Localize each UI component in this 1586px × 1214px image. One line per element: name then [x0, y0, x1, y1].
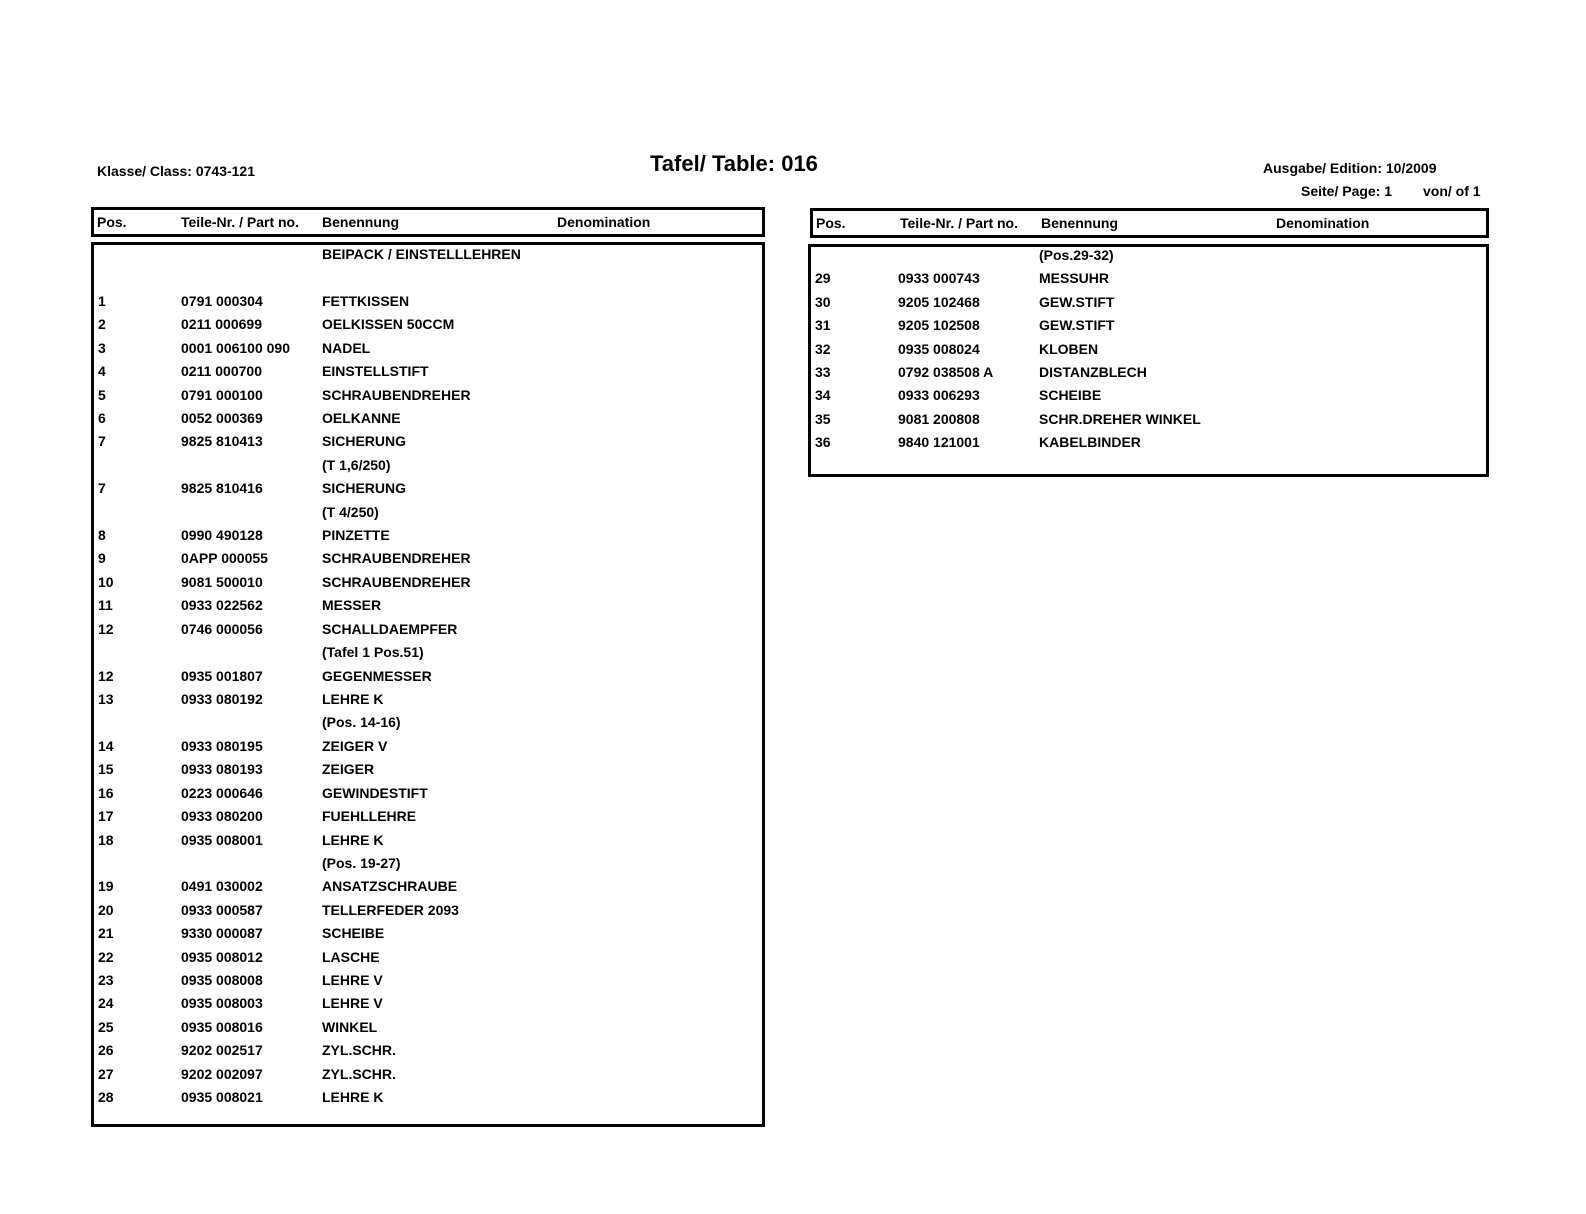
cell-part-no: 0935 008012 — [181, 948, 263, 965]
table-row — [94, 738, 762, 761]
cell-part-no: 0APP 000055 — [181, 550, 268, 567]
cell-benennung: KLOBEN — [1039, 340, 1099, 357]
cell-pos: 6 — [98, 409, 106, 426]
page-label: Seite/ Page: 1 — [1301, 183, 1393, 199]
table-row — [94, 433, 762, 456]
cell-part-no: 0211 000700 — [181, 363, 262, 380]
cell-part-no: 9205 102508 — [898, 317, 980, 334]
cell-benennung: FETTKISSEN — [322, 292, 410, 309]
cell-part-no: 0933 000743 — [898, 270, 980, 287]
table-row — [94, 1042, 762, 1065]
cell-part-no: 0935 008008 — [181, 972, 263, 989]
cell-part-no: 0935 001807 — [181, 667, 263, 684]
cell-part-no: 0935 008024 — [898, 340, 980, 357]
left-table-body — [91, 242, 765, 1127]
table-row — [94, 668, 762, 691]
cell-pos: 16 — [98, 784, 114, 801]
cell-pos: 24 — [98, 995, 114, 1012]
table-row — [94, 480, 762, 503]
cell-pos: 32 — [815, 340, 831, 357]
table-row — [94, 949, 762, 972]
cell-part-no: 0792 038508 A — [898, 364, 994, 380]
cell-benennung: KABELBINDER — [1039, 434, 1141, 451]
cell-pos: 15 — [98, 761, 114, 778]
cell-part-no: 0933 000587 — [181, 901, 263, 918]
cell-part-no: 9081 200808 — [898, 410, 980, 427]
table-row — [94, 925, 762, 948]
table-row — [94, 504, 762, 527]
cell-benennung: (Tafel 1 Pos.51) — [322, 644, 424, 661]
cell-part-no: 0791 000100 — [181, 386, 263, 403]
table-row — [94, 621, 762, 644]
header-pos: Pos. — [816, 215, 846, 231]
cell-part-no: 0746 000056 — [181, 620, 263, 637]
cell-pos: 8 — [98, 527, 106, 544]
cell-part-no: 0935 008003 — [181, 995, 263, 1012]
cell-pos: 21 — [98, 925, 114, 942]
header-part-no: Teile-Nr. / Part no. — [181, 214, 299, 230]
cell-pos: 35 — [815, 410, 831, 427]
table-row — [811, 317, 1486, 340]
table-row — [94, 550, 762, 573]
cell-part-no: 0990 490128 — [181, 527, 263, 544]
header-pos: Pos. — [97, 214, 127, 230]
cell-part-no: 0935 008021 — [181, 1089, 263, 1106]
cell-part-no: 0935 008001 — [181, 831, 263, 848]
left-table-header — [91, 207, 765, 237]
cell-benennung: LEHRE K — [322, 831, 384, 848]
table-row — [94, 855, 762, 878]
cell-benennung: SICHERUNG — [322, 480, 407, 497]
class-label: Klasse/ Class: 0743-121 — [97, 163, 255, 179]
cell-pos: 20 — [98, 901, 114, 918]
cell-pos: 26 — [98, 1042, 114, 1059]
cell-pos: 12 — [98, 620, 114, 637]
cell-part-no: 9202 002097 — [181, 1065, 263, 1082]
cell-benennung: ZEIGER — [322, 761, 375, 778]
cell-benennung: EINSTELLSTIFT — [322, 363, 429, 380]
cell-part-no: 0001 006100 090 — [181, 339, 290, 356]
table-row — [94, 340, 762, 363]
cell-part-no: 0933 022562 — [181, 597, 263, 614]
cell-pos: 2 — [98, 316, 106, 333]
cell-pos: 13 — [98, 690, 114, 707]
cell-part-no: 0052 000369 — [181, 409, 263, 426]
table-row — [94, 832, 762, 855]
cell-pos: 22 — [98, 948, 114, 965]
table-row — [811, 411, 1486, 434]
table-row — [94, 808, 762, 831]
cell-pos: 30 — [815, 293, 831, 310]
cell-pos: 19 — [98, 878, 114, 895]
cell-pos: 11 — [98, 597, 113, 614]
cell-benennung: ANSATZSCHRAUBE — [322, 878, 458, 895]
table-row — [94, 902, 762, 925]
table-row — [811, 434, 1486, 457]
cell-benennung: SCHRAUBENDREHER — [322, 550, 471, 567]
cell-pos: 12 — [98, 667, 114, 684]
cell-pos: 7 — [98, 480, 106, 497]
cell-pos: 17 — [98, 808, 114, 825]
table-row — [94, 691, 762, 714]
cell-pos: 23 — [98, 972, 114, 989]
table-row — [811, 341, 1486, 364]
table-row — [94, 574, 762, 597]
cell-benennung: SCHR.DREHER WINKEL — [1039, 410, 1201, 427]
cell-part-no: 0491 030002 — [181, 878, 263, 895]
cell-part-no: 0933 080200 — [181, 808, 263, 825]
header-denomination: Denomination — [557, 214, 651, 230]
edition-label: Ausgabe/ Edition: 10/2009 — [1263, 160, 1437, 176]
cell-benennung: BEIPACK / EINSTELLLEHREN — [322, 246, 521, 262]
cell-pos: 33 — [815, 364, 831, 380]
cell-part-no: 0933 080193 — [181, 761, 263, 778]
cell-pos: 10 — [98, 573, 114, 590]
cell-benennung: TELLERFEDER 2093 — [322, 901, 459, 918]
cell-benennung: GEWINDESTIFT — [322, 784, 428, 801]
cell-pos: 18 — [98, 831, 114, 848]
cell-benennung: LEHRE K — [322, 1089, 384, 1106]
table-row — [94, 1089, 762, 1112]
cell-part-no: 0223 000646 — [181, 784, 263, 801]
cell-benennung: MESSER — [322, 597, 382, 614]
cell-part-no: 0933 080195 — [181, 737, 263, 754]
table-row — [94, 387, 762, 410]
right-table-body — [808, 244, 1489, 477]
cell-benennung: GEW.STIFT — [1039, 317, 1115, 334]
table-row — [811, 270, 1486, 293]
cell-benennung: FUEHLLEHRE — [322, 808, 417, 825]
cell-pos: 9 — [98, 550, 106, 567]
cell-benennung: MESSUHR — [1039, 270, 1110, 287]
cell-part-no: 0933 006293 — [898, 387, 980, 404]
cell-benennung: ZEIGER V — [322, 737, 388, 754]
cell-benennung: (Pos.29-32) — [1039, 247, 1114, 263]
cell-benennung: (T 4/250) — [322, 503, 379, 520]
cell-pos: 25 — [98, 1018, 114, 1035]
cell-benennung: SCHRAUBENDREHER — [322, 386, 471, 403]
cell-benennung: PINZETTE — [322, 527, 390, 544]
table-row — [94, 293, 762, 316]
cell-part-no: 0933 080192 — [181, 690, 263, 707]
cell-part-no: 9081 500010 — [181, 573, 263, 590]
table-row — [94, 246, 762, 269]
table-row — [94, 714, 762, 737]
header-benennung: Benennung — [322, 214, 399, 230]
cell-benennung: WINKEL — [322, 1018, 378, 1035]
cell-pos: 28 — [98, 1089, 114, 1106]
cell-pos: 36 — [815, 434, 831, 451]
table-row — [94, 972, 762, 995]
table-row — [811, 294, 1486, 317]
cell-benennung: (Pos. 14-16) — [322, 714, 401, 731]
cell-benennung: ZYL.SCHR. — [322, 1042, 396, 1059]
cell-benennung: (Pos. 19-27) — [322, 854, 401, 871]
table-row — [94, 785, 762, 808]
table-row — [811, 387, 1486, 410]
table-row — [94, 410, 762, 433]
cell-benennung: SICHERUNG — [322, 433, 407, 450]
table-row — [94, 1066, 762, 1089]
table-row — [94, 316, 762, 339]
cell-benennung: LEHRE K — [322, 690, 384, 707]
table-row — [94, 761, 762, 784]
cell-benennung: LASCHE — [322, 948, 380, 965]
cell-benennung: NADEL — [322, 339, 371, 356]
cell-pos: 31 — [815, 317, 831, 334]
right-table-header — [810, 208, 1489, 238]
table-row — [94, 995, 762, 1018]
table-row — [811, 364, 1486, 387]
cell-part-no: 9840 121001 — [898, 434, 980, 451]
cell-pos: 27 — [98, 1065, 114, 1082]
cell-benennung: LEHRE V — [322, 995, 383, 1012]
cell-benennung: ZYL.SCHR. — [322, 1065, 396, 1082]
cell-part-no: 0935 008016 — [181, 1018, 263, 1035]
cell-part-no: 9825 810413 — [181, 433, 263, 450]
cell-pos: 4 — [98, 363, 106, 380]
cell-part-no: 0791 000304 — [181, 292, 263, 309]
cell-benennung: SCHALLDAEMPFER — [322, 620, 458, 637]
header-denomination: Denomination — [1276, 215, 1370, 231]
page-of-label: von/ of 1 — [1423, 183, 1481, 199]
cell-part-no: 0211 000699 — [181, 316, 262, 333]
cell-pos: 3 — [98, 339, 106, 356]
cell-benennung: LEHRE V — [322, 972, 383, 989]
cell-part-no: 9825 810416 — [181, 480, 263, 497]
cell-pos: 14 — [98, 737, 114, 754]
cell-pos: 5 — [98, 386, 106, 403]
table-row — [94, 457, 762, 480]
cell-part-no: 9330 000087 — [181, 925, 263, 942]
table-row — [94, 363, 762, 386]
cell-benennung: SCHEIBE — [1039, 387, 1102, 404]
header-benennung: Benennung — [1041, 215, 1118, 231]
table-row — [94, 878, 762, 901]
cell-benennung: (T 1,6/250) — [322, 456, 391, 473]
header-part-no: Teile-Nr. / Part no. — [900, 215, 1018, 231]
cell-pos: 34 — [815, 387, 831, 404]
cell-benennung: SCHRAUBENDREHER — [322, 573, 471, 590]
cell-part-no: 9202 002517 — [181, 1042, 263, 1059]
cell-benennung: DISTANZBLECH — [1039, 364, 1147, 380]
table-title: Tafel/ Table: 016 — [650, 151, 818, 176]
cell-part-no: 9205 102468 — [898, 293, 980, 310]
cell-pos: 7 — [98, 433, 106, 450]
table-row — [94, 527, 762, 550]
table-row — [94, 1019, 762, 1042]
cell-pos: 29 — [815, 270, 831, 287]
table-row — [94, 644, 762, 667]
cell-benennung: GEGENMESSER — [322, 667, 432, 684]
table-row — [811, 247, 1486, 270]
cell-pos: 1 — [98, 292, 106, 309]
cell-benennung: SCHEIBE — [322, 925, 385, 942]
cell-benennung: OELKISSEN 50CCM — [322, 316, 455, 333]
table-row — [94, 269, 762, 292]
cell-benennung: GEW.STIFT — [1039, 293, 1115, 310]
table-row — [94, 597, 762, 620]
cell-benennung: OELKANNE — [322, 409, 401, 426]
